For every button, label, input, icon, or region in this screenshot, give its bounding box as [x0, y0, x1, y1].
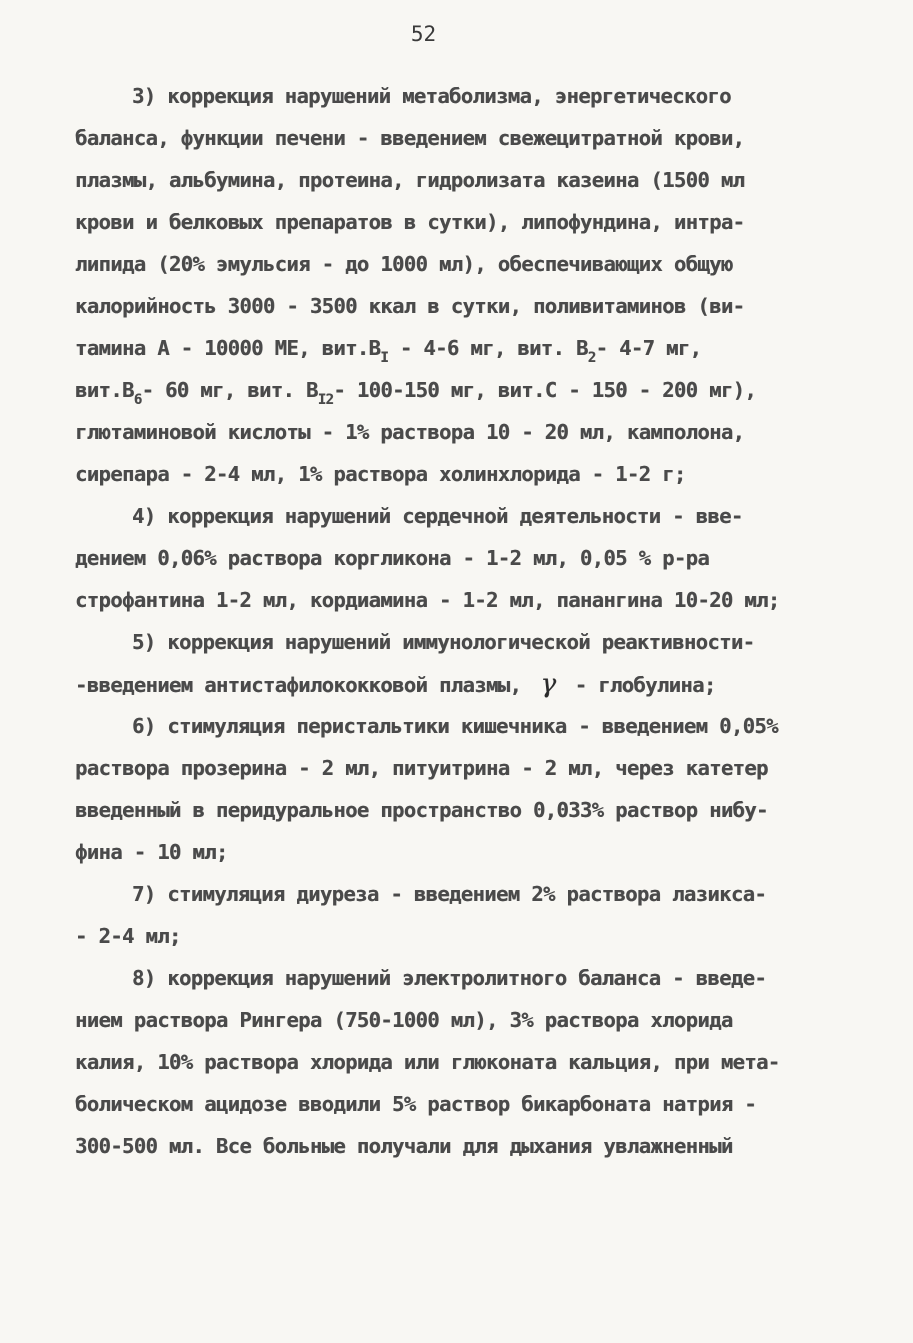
- subscript: 6: [133, 392, 142, 408]
- text-line: 300-500 мл. Все больные получали для дыхания увлажненный: [75, 1134, 733, 1158]
- text-segment: - 60 мг, вит. В: [141, 378, 318, 402]
- text-line: 5) коррекция нарушений иммунологической реактивности-: [132, 630, 755, 654]
- text-line: [75, 327, 855, 369]
- text-line: болическом ацидозе вводили 5% раствор бикарбоната натрия -: [75, 1092, 757, 1116]
- text-line: 6) стимуляция перистальтики кишечника - введением 0,05%: [132, 714, 778, 738]
- text-line: фина - 10 мл;: [75, 840, 228, 864]
- text-line: [75, 369, 855, 411]
- subscript: I2: [317, 392, 334, 408]
- text-line: строфантина 1-2 мл, кордиамина - 1-2 мл, панангина 10-20 мл;: [75, 588, 780, 612]
- text-line: 4) коррекция нарушений сердечной деятельности - вве-: [132, 504, 743, 528]
- text-line: сирепара - 2-4 мл, 1% раствора холинхлорида - 1-2 г;: [75, 462, 686, 486]
- text-segment: - глобулина;: [562, 673, 716, 697]
- text-segment: вит.В: [75, 378, 134, 402]
- text-line: глютаминовой кислоты - 1% раствора 10 - 20 мл, камполона,: [75, 420, 745, 444]
- text-line: 3) коррекция нарушений метаболизма, энергетического: [132, 84, 731, 108]
- text-segment: - 100-150 мг, вит.С - 150 - 200 мг),: [333, 378, 757, 402]
- text-line: 8) коррекция нарушений электролитного баланса - введе-: [132, 966, 767, 990]
- text-line: раствора прозерина - 2 мл, питуитрина - 2 мл, через катетер: [75, 756, 768, 780]
- page-number: 52: [410, 22, 437, 46]
- text-line: - 2-4 мл;: [75, 924, 181, 948]
- text-line: нием раствора Рингера (750-1000 мл), 3% раствора хлорида: [75, 1008, 733, 1032]
- text-line: баланса, функции печени - введением свежецитратной крови,: [75, 126, 745, 150]
- text-segment: - 4-7 мг,: [595, 336, 702, 360]
- text-segment: - 4-6 мг, вит. В: [388, 336, 588, 360]
- subscript: 2: [587, 350, 596, 366]
- text-line: плазмы, альбумина, протеина, гидролизата казеина (1500 мл: [75, 168, 745, 192]
- text-segment: -введением антистафилококковой плазмы,: [75, 673, 533, 697]
- text-line: калия, 10% раствора хлорида или глюконата кальция, при мета-: [75, 1050, 780, 1074]
- document-body: [75, 75, 855, 1167]
- text-segment: тамина А - 10000 МЕ, вит.В: [75, 336, 381, 360]
- text-line: дением 0,06% раствора коргликона - 1-2 мл, 0,05 % р-ра: [75, 546, 710, 570]
- text-line: липида (20% эмульсия - до 1000 мл), обеспечивающих общую: [75, 252, 733, 276]
- text-line: 7) стимуляция диуреза - введением 2% раствора лазикса-: [132, 882, 767, 906]
- text-line: крови и белковых препаратов в сутки), липофундина, интра-: [75, 210, 745, 234]
- text-line: [75, 663, 855, 705]
- handwritten-gamma: γ: [540, 669, 556, 699]
- subscript: I: [380, 350, 389, 366]
- text-line: введенный в перидуральное пространство 0,033% раствор нибу-: [75, 798, 768, 822]
- text-line: калорийность 3000 - 3500 ккал в сутки, поливитаминов (ви-: [75, 294, 745, 318]
